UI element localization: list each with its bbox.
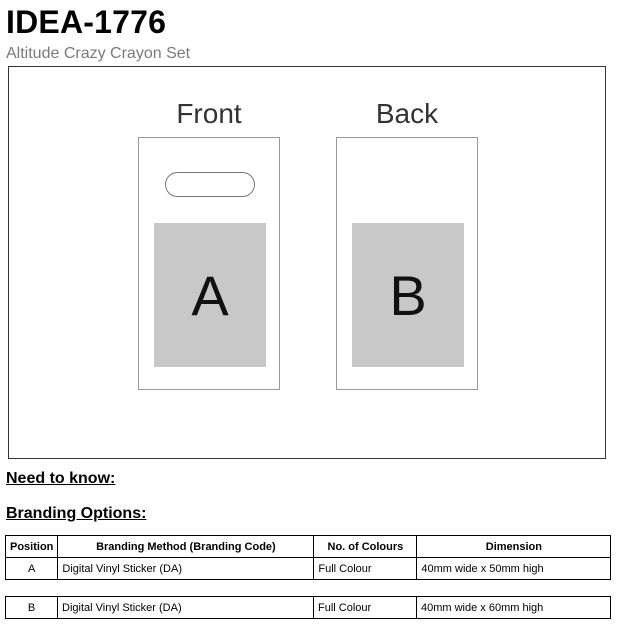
cell-method: Digital Vinyl Sticker (DA)	[58, 597, 314, 619]
cell-dimension: 40mm wide x 60mm high	[417, 597, 611, 619]
product-name: Altitude Crazy Crayon Set	[6, 45, 191, 62]
col-dimension: Dimension	[417, 536, 611, 558]
table-row	[6, 597, 611, 619]
branding-table-header	[5, 535, 611, 580]
product-code: IDEA-1776	[6, 4, 167, 40]
branding-area-a: A	[154, 223, 266, 367]
branding-diagram	[8, 66, 606, 459]
branding-area-b: B	[352, 223, 464, 367]
col-colours: No. of Colours	[314, 536, 417, 558]
cell-method: Digital Vinyl Sticker (DA)	[58, 558, 314, 580]
cell-dimension: 40mm wide x 50mm high	[417, 558, 611, 580]
branding-options-heading: Branding Options:	[6, 505, 147, 522]
hang-slot	[165, 172, 255, 197]
cell-colours: Full Colour	[314, 558, 417, 580]
cell-position: A	[6, 558, 58, 580]
front-view	[138, 137, 280, 390]
back-view	[336, 137, 478, 390]
table-row	[6, 558, 611, 580]
col-method: Branding Method (Branding Code)	[58, 536, 314, 558]
need-to-know-heading: Need to know:	[6, 470, 116, 487]
table-header-row	[6, 536, 611, 558]
cell-colours: Full Colour	[314, 597, 417, 619]
front-label: Front	[176, 98, 242, 129]
col-position: Position	[6, 536, 58, 558]
branding-table-row-b	[5, 596, 611, 619]
back-label: Back	[375, 98, 439, 129]
cell-position: B	[6, 597, 58, 619]
